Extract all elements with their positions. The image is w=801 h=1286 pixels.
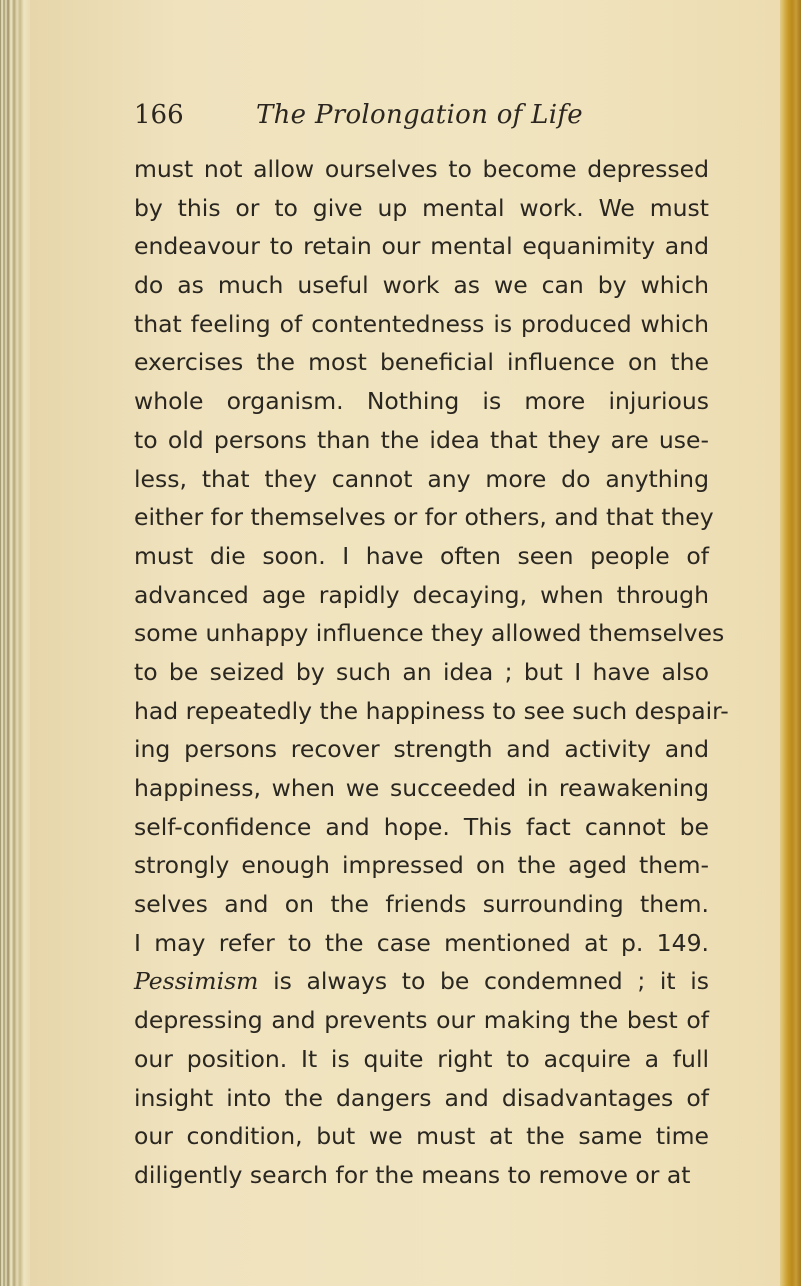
text-line: diligently search for the means to remove or at xyxy=(134,1160,691,1189)
text-line: self-confidence and hope. This fact cannot be xyxy=(134,812,709,841)
text-line: that feeling of contentedness is produced which xyxy=(134,309,709,338)
text-line: to old persons than the idea that they are use- xyxy=(134,425,709,454)
text-line: depressing and prevents our making the best of xyxy=(134,1006,709,1035)
page-number: 166 xyxy=(134,100,184,130)
text-line: strongly enough impressed on the aged them- xyxy=(134,851,709,880)
text-line-with-emphasis xyxy=(134,962,709,1001)
text-line: I may refer to the case mentioned at p. 149. xyxy=(134,928,709,957)
text-line: advanced age rapidly decaying, when through xyxy=(134,580,709,609)
text-line: whole organism. Nothing is more injurious xyxy=(134,387,709,416)
text-line: selves and on the friends surrounding them. xyxy=(134,890,709,919)
text-line: by this or to give up mental work. We must xyxy=(134,193,709,222)
running-title: The Prolongation of Life xyxy=(256,100,583,130)
text-line: endeavour to retain our mental equanimity and xyxy=(134,232,709,261)
text-line: must die soon. I have often seen people of xyxy=(134,541,709,570)
text-line: exercises the most beneficial influence on the xyxy=(134,348,709,377)
text-line: had repeatedly the happiness to see such despair- xyxy=(134,696,729,725)
text-line: insight into the dangers and disadvantages of xyxy=(134,1083,709,1112)
text-line: some unhappy influence they allowed themselves xyxy=(134,619,725,648)
text-line: our condition, but we must at the same time xyxy=(134,1122,709,1151)
text-line: our position. It is quite right to acquire a full xyxy=(134,1044,709,1073)
text-fragment: is always to be condemned ; it is xyxy=(258,967,709,996)
running-header xyxy=(0,100,801,140)
text-line: either for themselves or for others, and that they xyxy=(134,503,714,532)
text-line: to be seized by such an idea ; but I have also xyxy=(134,657,709,686)
text-line: less, that they cannot any more do anything xyxy=(134,464,709,493)
book-spine xyxy=(0,0,30,1286)
text-line: must not allow ourselves to become depressed xyxy=(134,155,709,183)
emphasis-word: Pessimism xyxy=(134,967,259,996)
body-text xyxy=(134,150,729,1195)
text-line: do as much useful work as we can by which xyxy=(134,271,709,300)
page-edge xyxy=(780,0,801,1286)
text-line: ing persons recover strength and activity and xyxy=(134,735,709,764)
text-line: happiness, when we succeeded in reawakening xyxy=(134,774,709,802)
